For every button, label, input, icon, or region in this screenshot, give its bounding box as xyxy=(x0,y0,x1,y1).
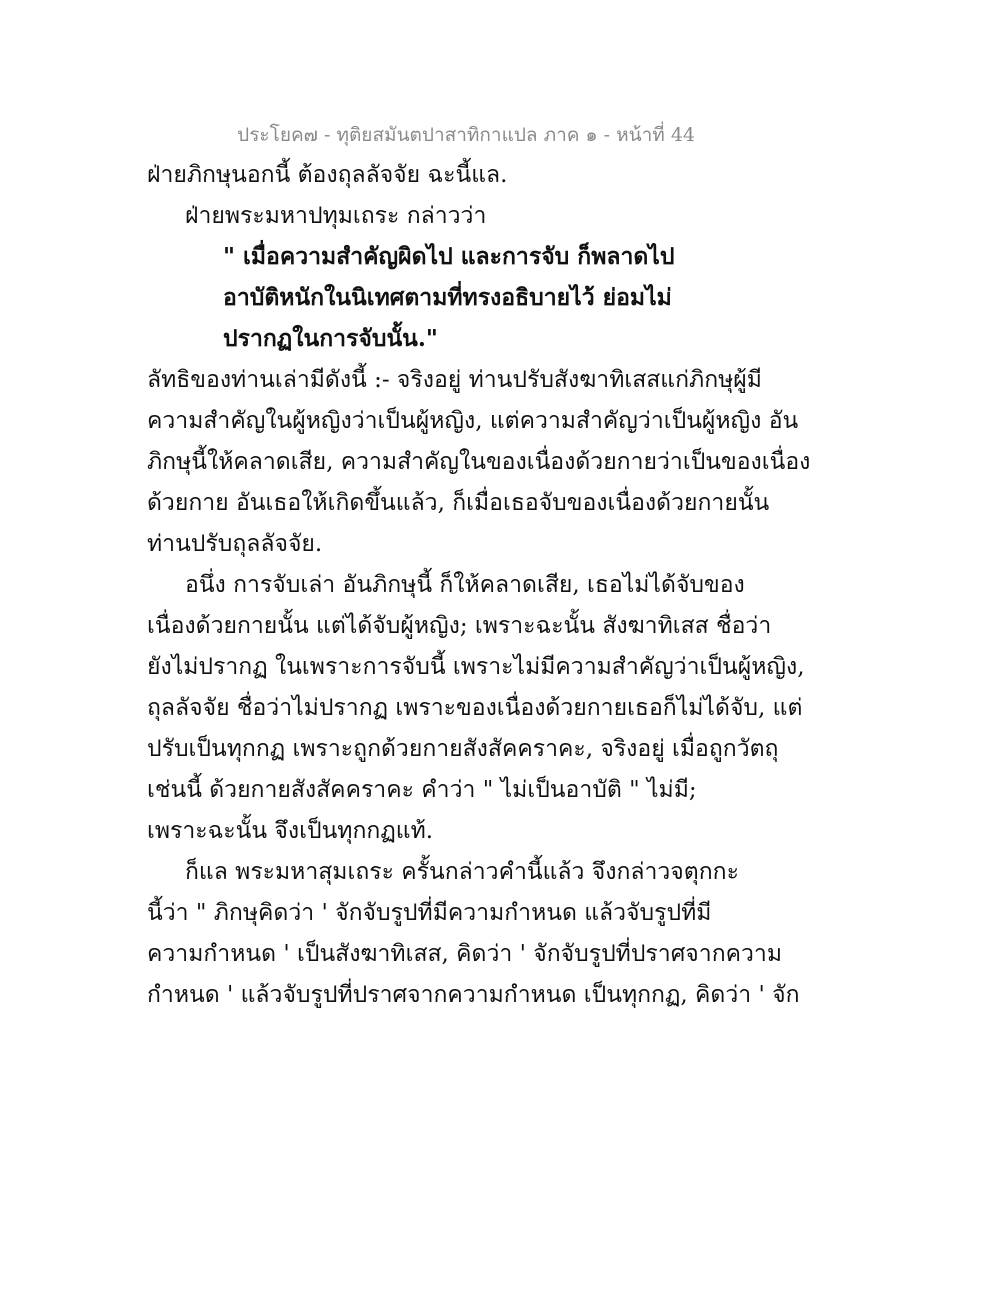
quote-line: ปรากฏในการจับนั้น." xyxy=(223,325,438,352)
text-line: ฝ่ายภิกษุนอกนี้ ต้องถุลลัจจัย ฉะนี้แล. xyxy=(147,162,508,188)
text-line: อนึ่ง การจับเล่า อันภิกษุนี้ ก็ให้คลาดเสีย, เธอไม่ได้จับของ xyxy=(185,572,745,598)
text-line: ด้วยกาย อันเธอให้เกิดขึ้นแล้ว, ก็เมื่อเธอจับของเนื่องด้วยกายนั้น xyxy=(147,490,770,516)
page-header: ประโยค๗ - ทุติยสมันตปาสาทิกาแปล ภาค ๑ - หน้าที่ 44 xyxy=(237,124,695,146)
text-line: ความสำคัญในผู้หญิงว่าเป็นผู้หญิง, แต่ความสำคัญว่าเป็นผู้หญิง อัน xyxy=(147,408,799,434)
text-line: เช่นนี้ ด้วยกายสังสัคคราคะ คำว่า " ไม่เป็นอาบัติ " ไม่มี; xyxy=(147,777,697,803)
text-line: ฝ่ายพระมหาปทุมเถระ กล่าวว่า xyxy=(185,203,487,229)
text-line: ก็แล พระมหาสุมเถระ ครั้นกล่าวคำนี้แล้ว จึงกล่าวจตุกกะ xyxy=(185,859,739,885)
quote-line: " เมื่อความสำคัญผิดไป และการจับ ก็พลาดไป xyxy=(223,243,675,270)
quote-line: อาบัติหนักในนิเทศตามที่ทรงอธิบายไว้ ย่อมไม่ xyxy=(223,284,672,311)
text-line: ลัทธิของท่านเล่ามีดังนี้ :- จริงอยู่ ท่านปรับสังฆาทิเสสแก่ภิกษุผู้มี xyxy=(147,367,762,393)
text-line: ปรับเป็นทุกกฏ เพราะถูกด้วยกายสังสัคคราคะ, จริงอยู่ เมื่อถูกวัตถุ xyxy=(147,736,779,762)
text-line: นี้ว่า " ภิกษุคิดว่า ' จักจับรูปที่มีความกำหนด แล้วจับรูปที่มี xyxy=(147,900,712,926)
text-line: ความกำหนด ' เป็นสังฆาทิเสส, คิดว่า ' จักจับรูปที่ปราศจากความ xyxy=(147,941,782,967)
text-line: เพราะฉะนั้น จึงเป็นทุกกฏแท้. xyxy=(147,818,434,844)
text-line: ภิกษุนี้ให้คลาดเสีย, ความสำคัญในของเนื่องด้วยกายว่าเป็นของเนื่อง xyxy=(147,449,811,475)
text-line: ยังไม่ปรากฏ ในเพราะการจับนี้ เพราะไม่มีความสำคัญว่าเป็นผู้หญิง, xyxy=(147,654,805,680)
text-line: กำหนด ' แล้วจับรูปที่ปราศจากความกำหนด เป็นทุกกฏ, คิดว่า ' จัก xyxy=(147,982,800,1008)
text-line: ถุลลัจจัย ชื่อว่าไม่ปรากฏ เพราะของเนื่องด้วยกายเธอก็ไม่ได้จับ, แต่ xyxy=(147,695,803,721)
text-line: เนื่องด้วยกายนั้น แต่ได้จับผู้หญิง; เพราะฉะนั้น สังฆาทิเสส ชื่อว่า xyxy=(147,613,772,639)
text-line: ท่านปรับถุลลัจจัย. xyxy=(147,531,323,557)
